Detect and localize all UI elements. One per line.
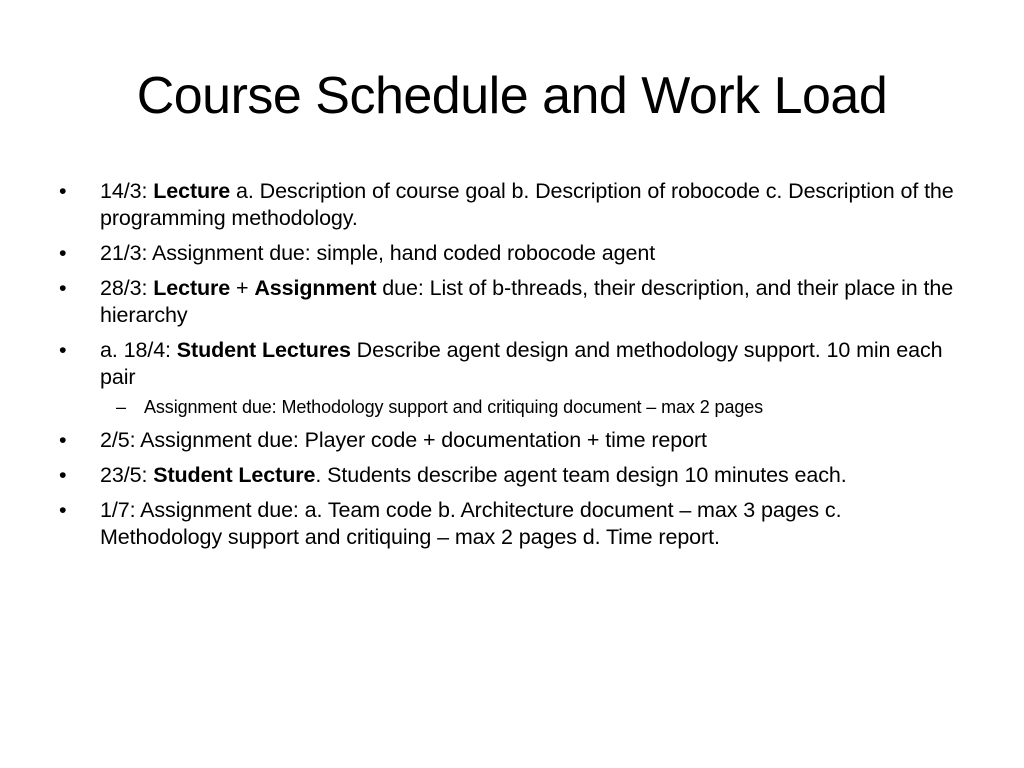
- sub-list: [100, 395, 956, 419]
- list-item-1-7: [56, 497, 956, 551]
- bullet-icon: •: [59, 463, 67, 487]
- list-item-21-3: [56, 240, 956, 267]
- item-bold-text: Lecture: [153, 179, 231, 203]
- item-bold-text: Student Lectures: [176, 338, 351, 362]
- bullet-icon: •: [59, 276, 67, 300]
- bullet-icon: •: [59, 498, 67, 522]
- item-text: 2/5: Assignment due: Player code + documentation + time report: [100, 428, 707, 452]
- item-date: 28/3:: [100, 276, 154, 300]
- bullet-icon: •: [59, 428, 67, 452]
- slide-title: Course Schedule and Work Load: [136, 67, 888, 125]
- item-text: due: List of b-threads, their description, and their place in the hierarchy: [100, 276, 954, 327]
- list-item-28-3: [56, 275, 956, 329]
- item-bold-text: Student Lecture: [153, 463, 316, 487]
- item-bold-text-2: Assignment: [254, 276, 377, 300]
- item-bold-text: Lecture: [153, 276, 231, 300]
- sub-list-item: [100, 395, 864, 419]
- list-item-14-3: [56, 178, 956, 232]
- item-text: 21/3: Assignment due: simple, hand coded robocode agent: [100, 241, 656, 265]
- item-text: . Students describe agent team design 10 minutes each.: [315, 463, 847, 487]
- sub-item-text: Assignment due: Methodology support and critiquing document – max 2 pages: [144, 397, 764, 417]
- item-text: 1/7: Assignment due: a. Team code b. Architecture document – max 3 pages c. Methodology support and critiquing – max 2 pages d. Time report.: [100, 498, 842, 549]
- bullet-icon: •: [59, 241, 67, 265]
- list-item-2-5: [56, 427, 956, 454]
- list-item-23-5: [56, 462, 956, 489]
- item-text: a. Description of course goal b. Description of robocode c. Description of the programming methodology.: [100, 179, 954, 230]
- item-date: 14/3:: [100, 179, 154, 203]
- bullet-icon: •: [59, 338, 67, 362]
- bullet-list: [56, 178, 956, 559]
- item-text: Describe agent design and methodology support. 10 min each pair: [100, 338, 943, 389]
- item-joiner: +: [230, 276, 255, 300]
- dash-icon: –: [116, 397, 126, 417]
- item-date: a. 18/4:: [100, 338, 177, 362]
- list-item-18-4: [56, 337, 956, 419]
- bullet-icon: •: [59, 179, 67, 203]
- item-date: 23/5:: [100, 463, 154, 487]
